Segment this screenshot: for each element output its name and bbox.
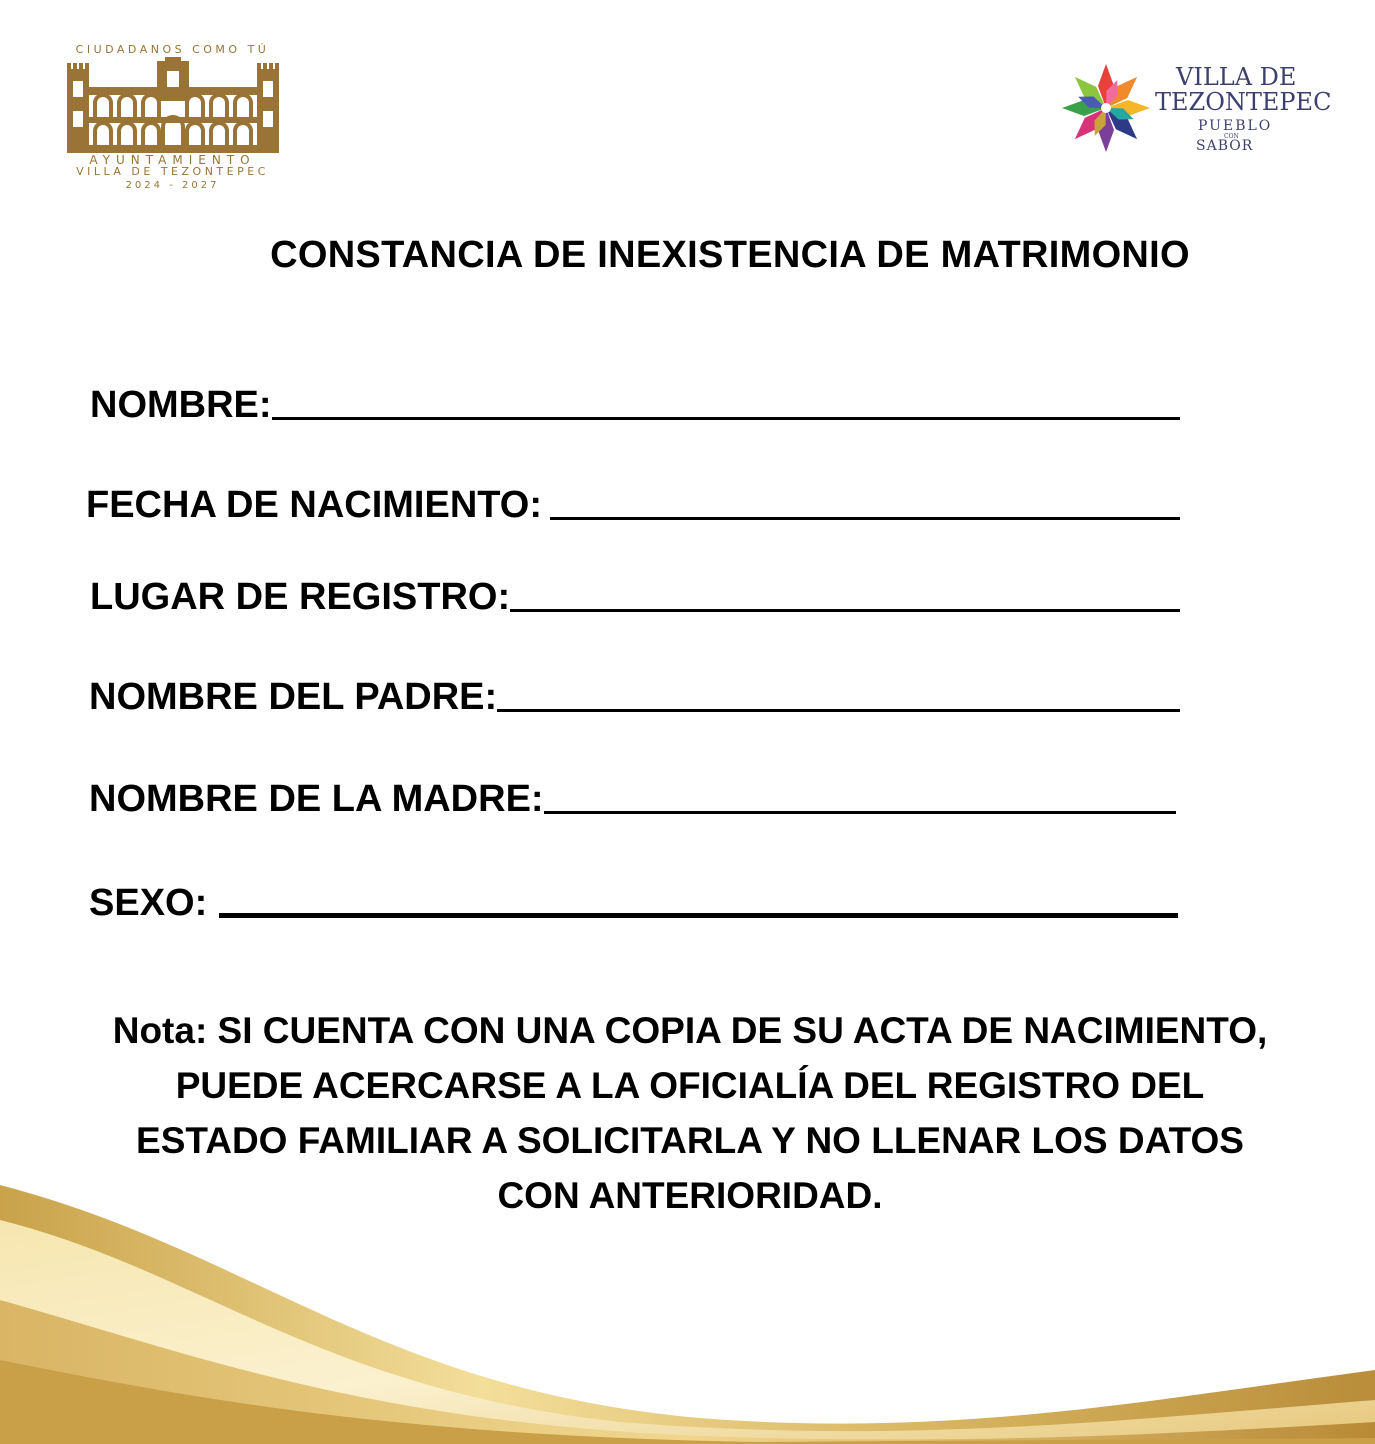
field-fecha-nacimiento[interactable] — [86, 486, 1180, 524]
field-nombre-madre[interactable] — [89, 780, 1176, 818]
logo-line-municipio: VILLA DE TEZONTEPEC — [76, 165, 269, 178]
note-text: Nota: SI CUENTA CON UNA COPIA DE SU ACTA DE NACIMIENTO, PUEDE ACERCARSE A LA OFICIALÍA DEL REGISTRO DEL ESTADO FAMILIAR A SOLICITARLA Y NO LLENAR LOS DATOS CON ANTERIORIDAD. — [112, 1010, 1268, 1216]
field-label: FECHA DE NACIMIENTO: — [86, 484, 542, 526]
field-nombre[interactable] — [90, 386, 1180, 424]
logo-tezontepec: TEZONTEPEC — [1155, 88, 1332, 116]
fill-line[interactable] — [544, 811, 1176, 814]
fill-line[interactable] — [272, 417, 1180, 420]
field-label: LUGAR DE REGISTRO: — [90, 576, 511, 618]
field-lugar-registro[interactable] — [90, 578, 1180, 616]
field-label: NOMBRE DE LA MADRE: — [89, 778, 544, 820]
gold-wave-decoration — [0, 1160, 1375, 1444]
logo-slogan: CIUDADANOS COMO TÚ — [75, 43, 270, 56]
ayuntamiento-logo — [60, 40, 285, 200]
field-label: NOMBRE DEL PADRE: — [89, 676, 498, 718]
logo-pueblo: PUEBLO — [1198, 118, 1273, 134]
fill-line[interactable] — [497, 709, 1180, 712]
fill-line[interactable] — [510, 609, 1180, 612]
logo-line-ayuntamiento: AYUNTAMIENTO — [89, 153, 256, 167]
villa-tezontepec-logo — [1058, 60, 1333, 160]
field-label: SEXO: — [89, 882, 208, 924]
fill-line[interactable] — [219, 913, 1178, 918]
logo-line-periodo: 2024 - 2027 — [125, 180, 220, 191]
logo-villa-de: VILLA DE — [1176, 63, 1297, 91]
field-label: NOMBRE: — [90, 384, 272, 426]
field-sexo[interactable] — [89, 884, 1178, 922]
document-title: CONSTANCIA DE INEXISTENCIA DE MATRIMONIO — [270, 234, 1190, 276]
field-nombre-padre[interactable] — [89, 678, 1180, 716]
flower-icon — [1058, 60, 1154, 156]
logo-sabor: SABOR — [1196, 138, 1254, 154]
palace-icon — [67, 57, 279, 153]
logo-con: CON — [1224, 133, 1239, 140]
fill-line[interactable] — [550, 517, 1180, 520]
